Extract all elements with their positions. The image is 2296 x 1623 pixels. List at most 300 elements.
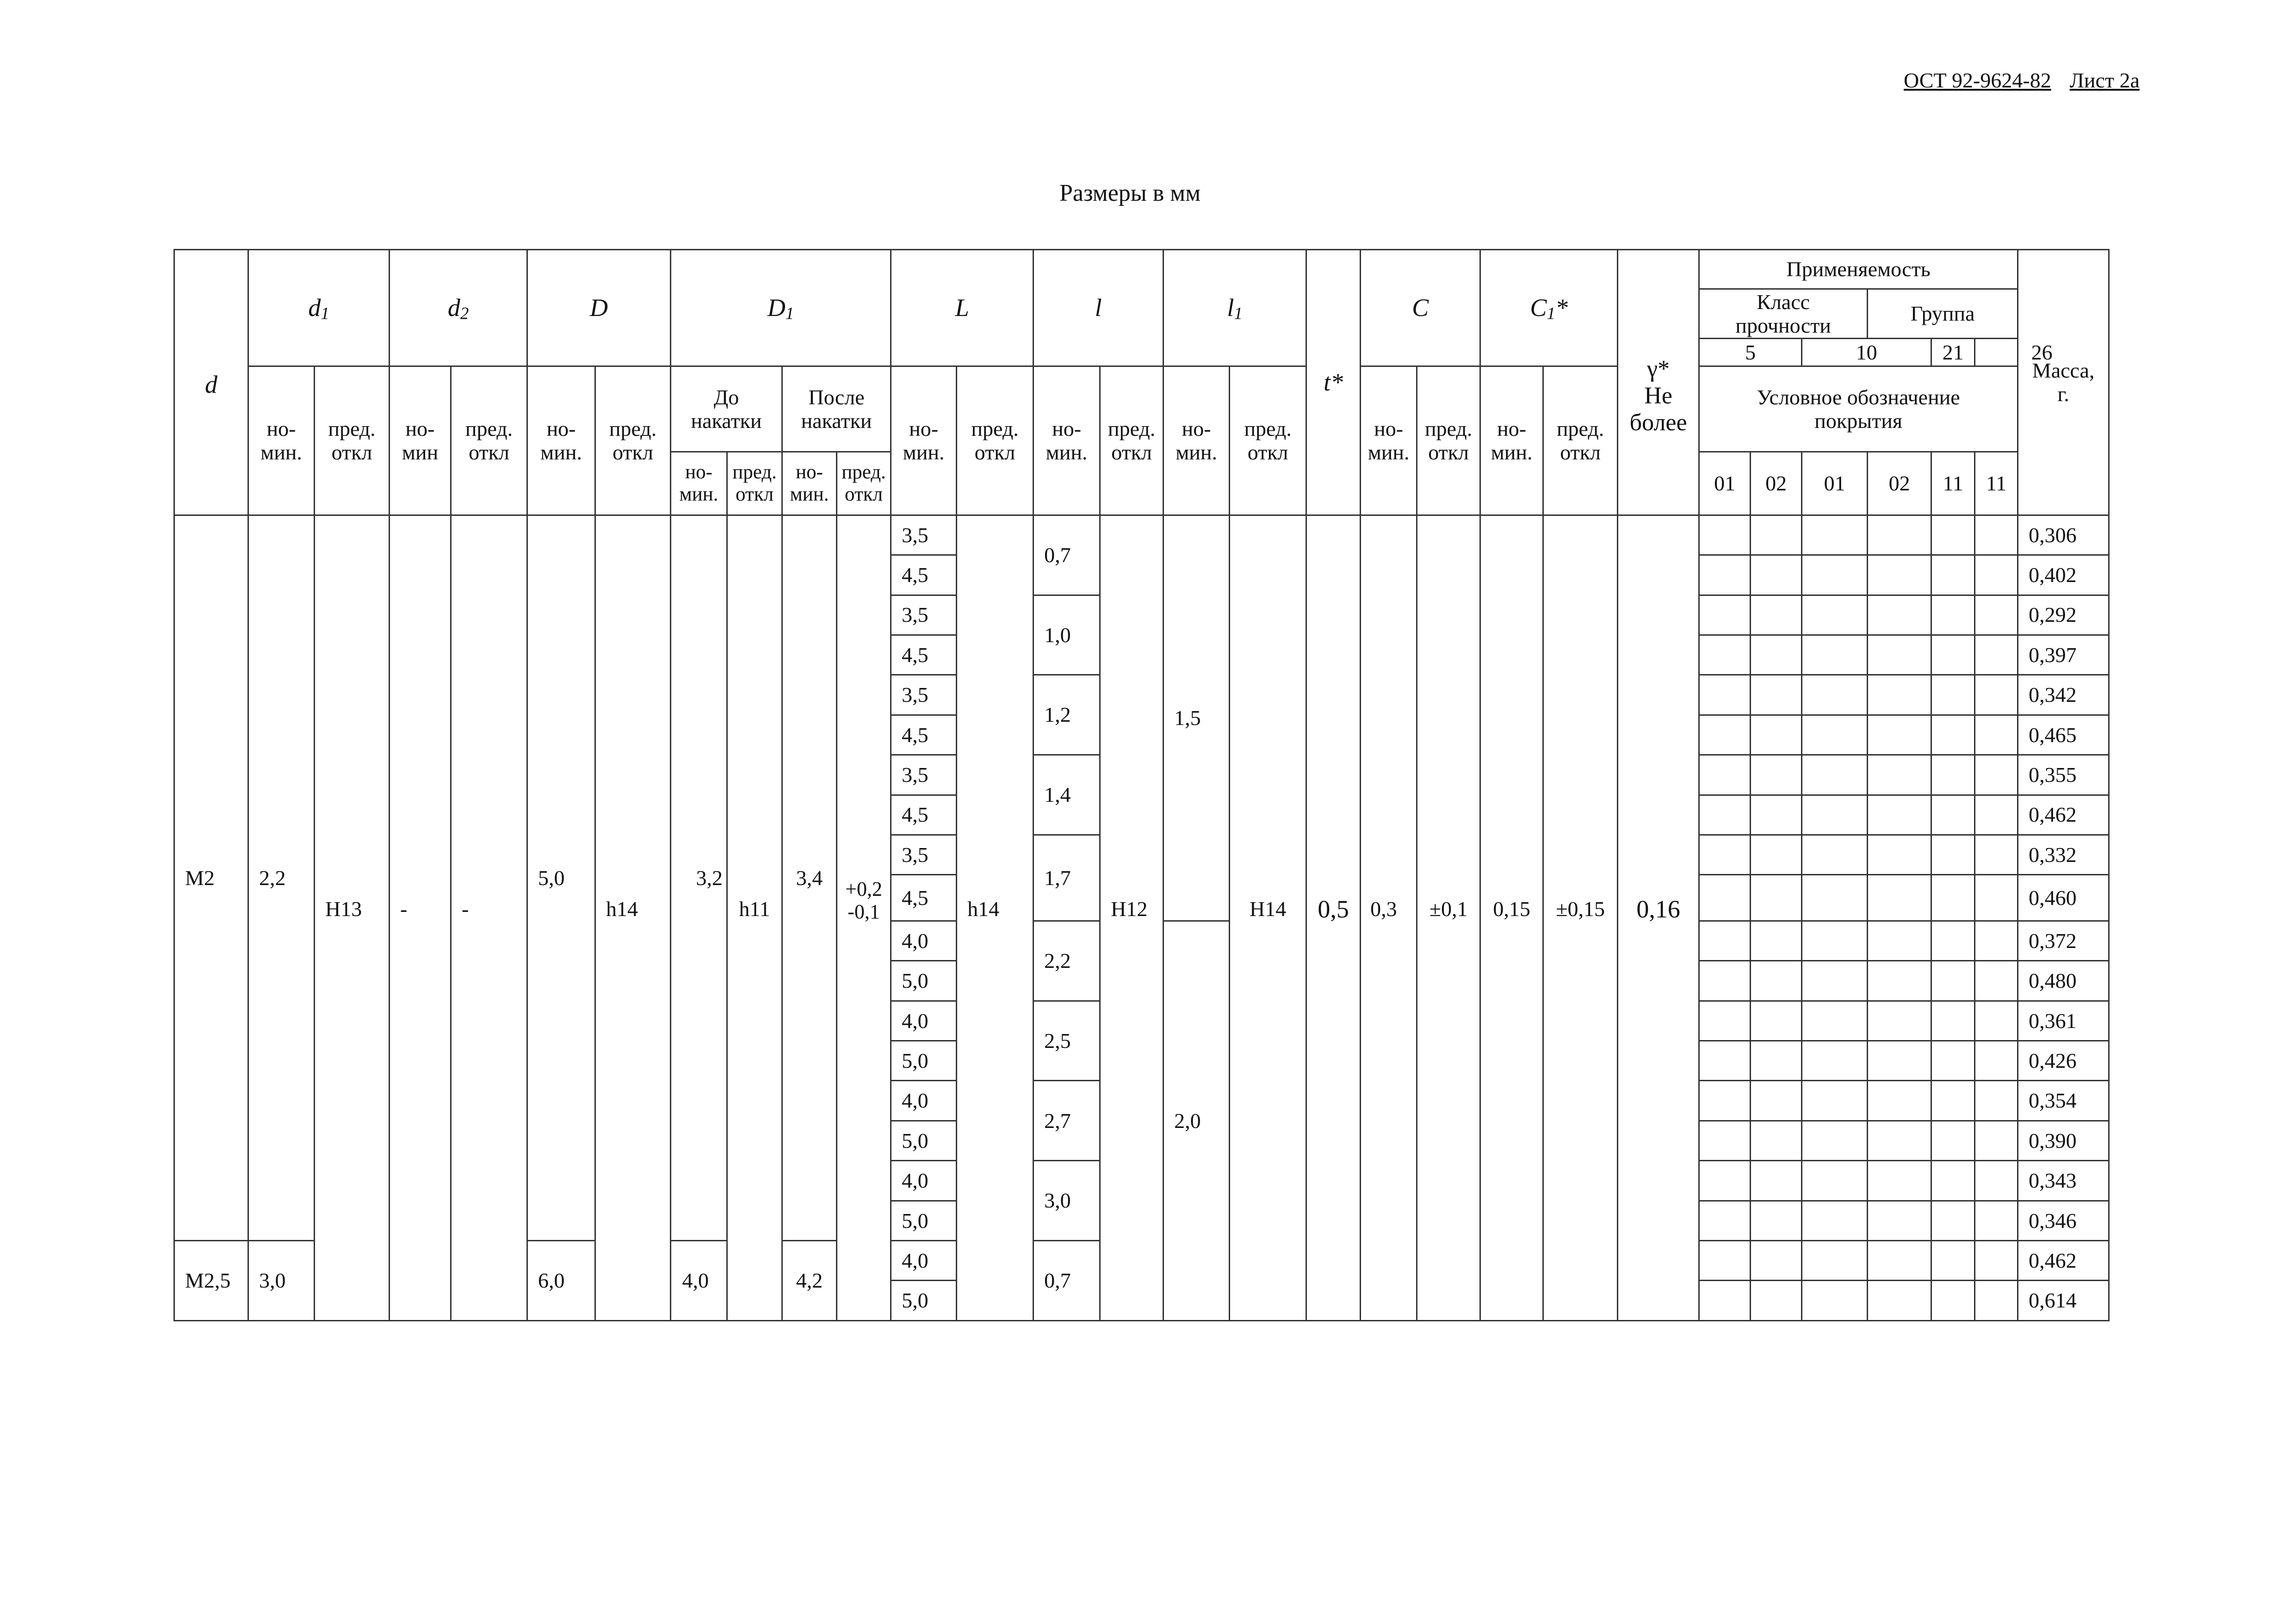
header-strength-class [1699, 289, 1868, 339]
cell-applicability [1802, 635, 1868, 675]
cell-l-nominal: 1,4 [1034, 755, 1100, 835]
cell-applicability [1931, 1081, 1975, 1121]
cell-applicability [1699, 715, 1751, 755]
tolerance-line2: откл [613, 440, 653, 465]
cell-applicability [1931, 961, 1975, 1001]
cell-mass: 0,390 [2018, 1121, 2109, 1160]
dimensions-table [173, 249, 2110, 1321]
cell-applicability [1868, 921, 1931, 960]
tolerance-line2: откл [845, 483, 883, 505]
cell-applicability [1699, 1241, 1751, 1281]
cell-mass: 0,372 [2018, 921, 2109, 960]
cell-applicability [1975, 1281, 2018, 1321]
cell-applicability [1931, 835, 1975, 874]
cell-applicability [1868, 515, 1931, 555]
nominal-line2: мин. [540, 440, 582, 465]
coating-code: 11 [1975, 452, 2018, 515]
cell-applicability [1931, 921, 1975, 960]
cell-applicability [1975, 555, 2018, 595]
after-knurl-line2: накатки [801, 409, 872, 433]
cell-applicability [1699, 795, 1751, 835]
header-d1: $d_1$ [248, 250, 390, 366]
cell-applicability [1802, 875, 1868, 921]
cell-mass: 0,402 [2018, 555, 2109, 595]
cell-applicability [1751, 555, 1802, 595]
sub-header-tolerance [451, 366, 527, 515]
coating-code: 02 [1751, 452, 1802, 515]
cell-L-nominal: 4,0 [891, 1161, 957, 1201]
cell-applicability [1868, 1121, 1931, 1160]
nominal-line1: но- [1052, 416, 1082, 440]
tolerance-line2: откл [735, 483, 774, 505]
sub-header-nominal [527, 366, 595, 515]
cell-applicability [1699, 675, 1751, 715]
cell-d1-nominal: 3,0 [248, 1241, 315, 1321]
cell-l-nominal: 0,7 [1034, 515, 1100, 595]
cell-applicability [1802, 1201, 1868, 1240]
cell-applicability [1699, 1041, 1751, 1081]
tolerance-line1: пред. [1108, 416, 1156, 440]
cell-applicability [1699, 1081, 1751, 1121]
cell-applicability [1802, 795, 1868, 835]
nominal-line2: мин. [1491, 440, 1533, 465]
sub-header-tolerance [837, 452, 891, 515]
cell-applicability [1975, 1121, 2018, 1160]
cell-applicability [1975, 675, 2018, 715]
cell-applicability [1931, 795, 1975, 835]
cell-C-nominal: 0,3 [1361, 515, 1417, 1320]
cell-applicability [1931, 715, 1975, 755]
cell-applicability [1802, 1281, 1868, 1321]
cell-applicability [1699, 755, 1751, 795]
cell-L-nominal: 3,5 [891, 595, 957, 635]
cell-applicability [1802, 515, 1868, 555]
cell-applicability [1802, 755, 1868, 795]
cell-l-tolerance: H12 [1100, 515, 1163, 1320]
sub-header-nominal [1361, 366, 1417, 515]
coating-code: 11 [1931, 452, 1975, 515]
gamma-note-line2: более [1629, 409, 1687, 436]
cell-applicability [1699, 1161, 1751, 1201]
sub-header-tolerance [1230, 366, 1306, 515]
cell-applicability [1975, 755, 2018, 795]
cell-applicability [1868, 595, 1931, 635]
nominal-line2: мин. [1368, 440, 1410, 465]
cell-applicability [1699, 875, 1751, 921]
cell-applicability [1751, 1281, 1802, 1321]
sub-header-nominal [671, 452, 727, 515]
standard-code: ОСТ 92-9624-82 [1904, 68, 2051, 92]
cell-L-nominal: 3,5 [891, 835, 957, 874]
header-C: C [1361, 250, 1480, 366]
cell-d: М2,5 [174, 1241, 248, 1321]
cell-applicability [1802, 1001, 1868, 1041]
cell-applicability [1868, 1001, 1931, 1041]
header-D1: $D_1$ [671, 250, 891, 366]
gamma-note-line1: Не [1644, 383, 1672, 409]
table-row [174, 515, 2109, 555]
cell-applicability [1699, 1201, 1751, 1240]
cell-applicability [1751, 921, 1802, 960]
cell-L-nominal: 5,0 [891, 1121, 957, 1160]
cell-mass: 0,462 [2018, 1241, 2109, 1281]
cell-applicability [1868, 1081, 1931, 1121]
cell-applicability [1975, 875, 2018, 921]
cell-mass: 0,346 [2018, 1201, 2109, 1240]
cell-applicability [1802, 1041, 1868, 1081]
cell-D1-after-nominal: 3,4 [782, 515, 837, 1240]
cell-applicability [1868, 1041, 1931, 1081]
nominal-line2: мин. [1176, 440, 1218, 465]
nominal-line2: мин. [679, 483, 718, 505]
cell-applicability [1931, 1241, 1975, 1281]
cell-applicability [1975, 1041, 2018, 1081]
cell-mass: 0,460 [2018, 875, 2109, 921]
cell-mass: 0,343 [2018, 1161, 2109, 1201]
sub-header-nominal [1480, 366, 1543, 515]
cell-applicability [1751, 1041, 1802, 1081]
cell-applicability [1699, 961, 1751, 1001]
cell-mass: 0,426 [2018, 1041, 2109, 1081]
sub-header-tolerance [1543, 366, 1618, 515]
cell-applicability [1975, 595, 2018, 635]
cell-applicability [1868, 635, 1931, 675]
cell-d2-tolerance: - [451, 515, 527, 1320]
nominal-line1: но- [546, 416, 576, 440]
cell-D-tolerance: h14 [595, 515, 671, 1320]
cell-l-nominal: 3,0 [1034, 1161, 1100, 1241]
sub-header-tolerance [1417, 366, 1480, 515]
cell-L-nominal: 4,5 [891, 875, 957, 921]
nominal-line1: но- [685, 461, 712, 483]
gamma-symbol: γ* [1647, 356, 1670, 382]
cell-applicability [1802, 715, 1868, 755]
cell-applicability [1802, 961, 1868, 1001]
cell-d2-nominal: - [390, 515, 451, 1320]
cell-applicability [1975, 795, 2018, 835]
cell-applicability [1975, 1241, 2018, 1281]
cell-mass: 0,354 [2018, 1081, 2109, 1121]
cell-mass: 0,332 [2018, 835, 2109, 874]
cell-applicability [1802, 1121, 1868, 1160]
cell-applicability [1751, 515, 1802, 555]
nominal-line2: мин. [1046, 440, 1088, 465]
cell-L-nominal: 5,0 [891, 1201, 957, 1240]
coating-line1: Условное обозначение [1757, 385, 1960, 409]
cell-l-nominal: 1,2 [1034, 675, 1100, 755]
before-knurl-line2: накатки [691, 409, 762, 433]
cell-applicability [1699, 555, 1751, 595]
cell-l-nominal: 1,7 [1034, 835, 1100, 921]
coating-line2: покрытия [1814, 409, 1902, 433]
cell-applicability [1868, 1241, 1931, 1281]
sub-header-after-knurl [782, 366, 891, 452]
cell-L-nominal: 4,0 [891, 1081, 957, 1121]
cell-applicability [1931, 875, 1975, 921]
cell-applicability [1868, 795, 1931, 835]
cell-applicability [1931, 635, 1975, 675]
cell-applicability [1975, 961, 2018, 1001]
tolerance-line1: пред. [328, 416, 376, 440]
cell-applicability [1699, 515, 1751, 555]
cell-l-nominal: 0,7 [1034, 1241, 1100, 1321]
cell-C1-nominal: 0,15 [1480, 515, 1543, 1320]
cell-d1-tolerance: H13 [315, 515, 390, 1320]
cell-L-nominal: 4,5 [891, 715, 957, 755]
cell-applicability [1868, 1161, 1931, 1201]
header-gamma [1618, 250, 1699, 515]
cell-applicability [1802, 595, 1868, 635]
after-knurl-line1: После [808, 385, 865, 409]
tolerance-line2: откл [1560, 440, 1601, 465]
cell-C1-tolerance: ±0,15 [1543, 515, 1618, 1320]
cell-L-nominal: 4,5 [891, 555, 957, 595]
units-caption: Размеры в мм [1059, 180, 1201, 206]
tolerance-part: -0,1 [848, 900, 880, 923]
cell-l-nominal: 1,0 [1034, 595, 1100, 675]
cell-mass: 0,465 [2018, 715, 2109, 755]
nominal-line1: но- [796, 461, 823, 483]
sub-header-tolerance [315, 366, 390, 515]
cell-D1-before-nominal: 4,0 [671, 1241, 727, 1321]
tolerance-line1: пред. [1424, 416, 1473, 440]
cell-applicability [1751, 635, 1802, 675]
cell-L-nominal: 4,0 [891, 1001, 957, 1041]
cell-applicability [1868, 1201, 1931, 1240]
cell-D-nominal: 6,0 [527, 1241, 595, 1321]
sub-header-nominal [891, 366, 957, 515]
cell-L-nominal: 4,5 [891, 635, 957, 675]
nominal-line2: мин. [260, 440, 302, 465]
nominal-line2: мин [402, 440, 439, 465]
cell-gamma: 0,16 [1618, 515, 1699, 1320]
cell-applicability [1751, 1001, 1802, 1041]
cell-applicability [1802, 675, 1868, 715]
sub-header-tolerance [727, 452, 782, 515]
cell-applicability [1751, 675, 1802, 715]
sub-header-tolerance [595, 366, 671, 515]
cell-applicability [1802, 1081, 1868, 1121]
cell-applicability [1931, 755, 1975, 795]
tolerance-line1: пред. [1556, 416, 1604, 440]
cell-l-nominal: 2,7 [1034, 1081, 1100, 1161]
cell-applicability [1802, 1241, 1868, 1281]
cell-L-nominal: 4,0 [891, 1241, 957, 1281]
cell-applicability [1751, 1161, 1802, 1201]
cell-D1-before-tolerance: h11 [727, 515, 782, 1320]
sub-header-nominal [390, 366, 451, 515]
tolerance-line2: откл [974, 440, 1015, 465]
cell-applicability [1931, 1121, 1975, 1160]
cell-applicability [1975, 835, 2018, 874]
document-header [1904, 68, 2140, 93]
nominal-line1: но- [1374, 416, 1404, 440]
sub-header-nominal [1163, 366, 1230, 515]
cell-L-tolerance: h14 [957, 515, 1034, 1320]
cell-applicability [1802, 1161, 1868, 1201]
cell-L-nominal: 5,0 [891, 1041, 957, 1081]
mass-line2: г. [2057, 382, 2069, 406]
cell-applicability [1975, 921, 2018, 960]
header-d: d [174, 250, 248, 515]
header-l1: $l_1$ [1163, 250, 1306, 366]
sub-header-nominal [782, 452, 837, 515]
coating-code: 01 [1802, 452, 1868, 515]
tolerance-line2: откл [1247, 440, 1288, 465]
header-group: Группа [1868, 289, 2018, 339]
tolerance-line1: пред. [842, 461, 886, 483]
cell-applicability [1931, 515, 1975, 555]
cell-applicability [1699, 1001, 1751, 1041]
cell-D-nominal: 5,0 [527, 515, 595, 1240]
tolerance-line2: откл [1428, 440, 1469, 465]
cell-applicability [1751, 835, 1802, 874]
strength-class-line2: прочности [1735, 314, 1831, 338]
tolerance-line1: пред. [732, 461, 777, 483]
cell-applicability [1751, 755, 1802, 795]
cell-mass: 0,361 [2018, 1001, 2109, 1041]
cell-t: 0,5 [1306, 515, 1361, 1320]
cell-mass: 0,292 [2018, 595, 2109, 635]
cell-applicability [1868, 1281, 1931, 1321]
cell-L-nominal: 3,5 [891, 675, 957, 715]
cell-applicability [1931, 1041, 1975, 1081]
tolerance-line2: откл [1111, 440, 1152, 465]
cell-applicability [1868, 755, 1931, 795]
cell-L-nominal: 4,5 [891, 795, 957, 835]
header-applicability: Применяемость [1699, 250, 2018, 289]
header-t: t* [1306, 250, 1361, 515]
nominal-line2: мин. [790, 483, 829, 505]
cell-applicability [1975, 635, 2018, 675]
cell-applicability [1868, 835, 1931, 874]
cell-D1-after-tolerance [837, 515, 891, 1320]
cell-applicability [1751, 1241, 1802, 1281]
cell-D1-after-nominal: 4,2 [782, 1241, 837, 1321]
header-mass [2018, 250, 2109, 515]
cell-D1-before-nominal: 3,2 [671, 515, 727, 1240]
nominal-line1: но- [1497, 416, 1527, 440]
cell-L-nominal: 3,5 [891, 755, 957, 795]
mass-line1: Масса, [2032, 358, 2095, 382]
tolerance-line1: пред. [609, 416, 657, 440]
header-C1: $C_1*$ [1480, 250, 1618, 366]
nominal-line2: мин. [903, 440, 945, 465]
group-value: 21 [1931, 338, 1975, 366]
cell-applicability [1931, 675, 1975, 715]
tolerance-line2: откл [331, 440, 372, 465]
group-value: 26 [1975, 338, 2109, 366]
coating-code: 01 [1699, 452, 1751, 515]
tolerance-line1: пред. [465, 416, 513, 440]
nominal-line1: но- [909, 416, 939, 440]
cell-applicability [1931, 555, 1975, 595]
nominal-line1: но- [405, 416, 435, 440]
tolerance-line1: пред. [971, 416, 1019, 440]
cell-mass: 0,355 [2018, 755, 2109, 795]
cell-applicability [1751, 1081, 1802, 1121]
tolerance-line1: пред. [1244, 416, 1292, 440]
cell-applicability [1975, 1081, 2018, 1121]
cell-applicability [1975, 515, 2018, 555]
strength-class-line1: Класс [1757, 290, 1810, 314]
cell-C-tolerance: ±0,1 [1417, 515, 1480, 1320]
cell-L-nominal: 4,0 [891, 921, 957, 960]
nominal-line1: но- [1182, 416, 1211, 440]
header-d2: $d_2$ [390, 250, 527, 366]
cell-applicability [1975, 1161, 2018, 1201]
cell-applicability [1931, 1201, 1975, 1240]
sheet-number: Лист 2а [2069, 68, 2140, 92]
cell-applicability [1975, 715, 2018, 755]
cell-applicability [1975, 1001, 2018, 1041]
sub-header-tolerance [957, 366, 1034, 515]
cell-mass: 0,614 [2018, 1281, 2109, 1321]
cell-applicability [1868, 715, 1931, 755]
cell-applicability [1868, 961, 1931, 1001]
cell-l1-nominal: 1,5 [1163, 515, 1230, 921]
cell-d: М2 [174, 515, 248, 1240]
cell-applicability [1868, 675, 1931, 715]
sub-header-before-knurl [671, 366, 782, 452]
cell-applicability [1751, 1201, 1802, 1240]
cell-mass: 0,480 [2018, 961, 2109, 1001]
cell-applicability [1802, 921, 1868, 960]
cell-applicability [1699, 635, 1751, 675]
cell-applicability [1699, 835, 1751, 874]
sub-header-tolerance [1100, 366, 1163, 515]
class-value: 10 [1802, 338, 1931, 366]
cell-l-nominal: 2,2 [1034, 921, 1100, 1001]
sub-header-nominal [248, 366, 315, 515]
cell-mass: 0,397 [2018, 635, 2109, 675]
cell-mass: 0,306 [2018, 515, 2109, 555]
cell-applicability [1699, 1121, 1751, 1160]
cell-applicability [1751, 715, 1802, 755]
cell-applicability [1751, 595, 1802, 635]
cell-applicability [1931, 1281, 1975, 1321]
cell-applicability [1868, 555, 1931, 595]
header-l: l [1034, 250, 1163, 366]
cell-applicability [1975, 1201, 2018, 1240]
cell-l1-nominal: 2,0 [1163, 921, 1230, 1320]
header-coating [1699, 366, 2018, 452]
nominal-line1: но- [266, 416, 296, 440]
tolerance-line2: откл [469, 440, 509, 465]
header-L: L [891, 250, 1034, 366]
cell-applicability [1931, 1001, 1975, 1041]
cell-applicability [1751, 961, 1802, 1001]
cell-applicability [1751, 1121, 1802, 1160]
cell-l1-tolerance: H14 [1230, 515, 1306, 1320]
cell-mass: 0,342 [2018, 675, 2109, 715]
cell-L-nominal: 5,0 [891, 1281, 957, 1321]
tolerance-part: +0,2 [845, 877, 882, 900]
cell-applicability [1699, 921, 1751, 960]
coating-code: 02 [1868, 452, 1931, 515]
cell-applicability [1751, 875, 1802, 921]
cell-l-nominal: 2,5 [1034, 1001, 1100, 1081]
header-D: D [527, 250, 671, 366]
cell-applicability [1802, 555, 1868, 595]
cell-applicability [1868, 875, 1931, 921]
cell-applicability [1699, 595, 1751, 635]
class-value: 5 [1699, 338, 1802, 366]
cell-d1-nominal: 2,2 [248, 515, 315, 1240]
before-knurl-line1: До [713, 385, 739, 409]
cell-applicability [1699, 1281, 1751, 1321]
cell-applicability [1802, 835, 1868, 874]
